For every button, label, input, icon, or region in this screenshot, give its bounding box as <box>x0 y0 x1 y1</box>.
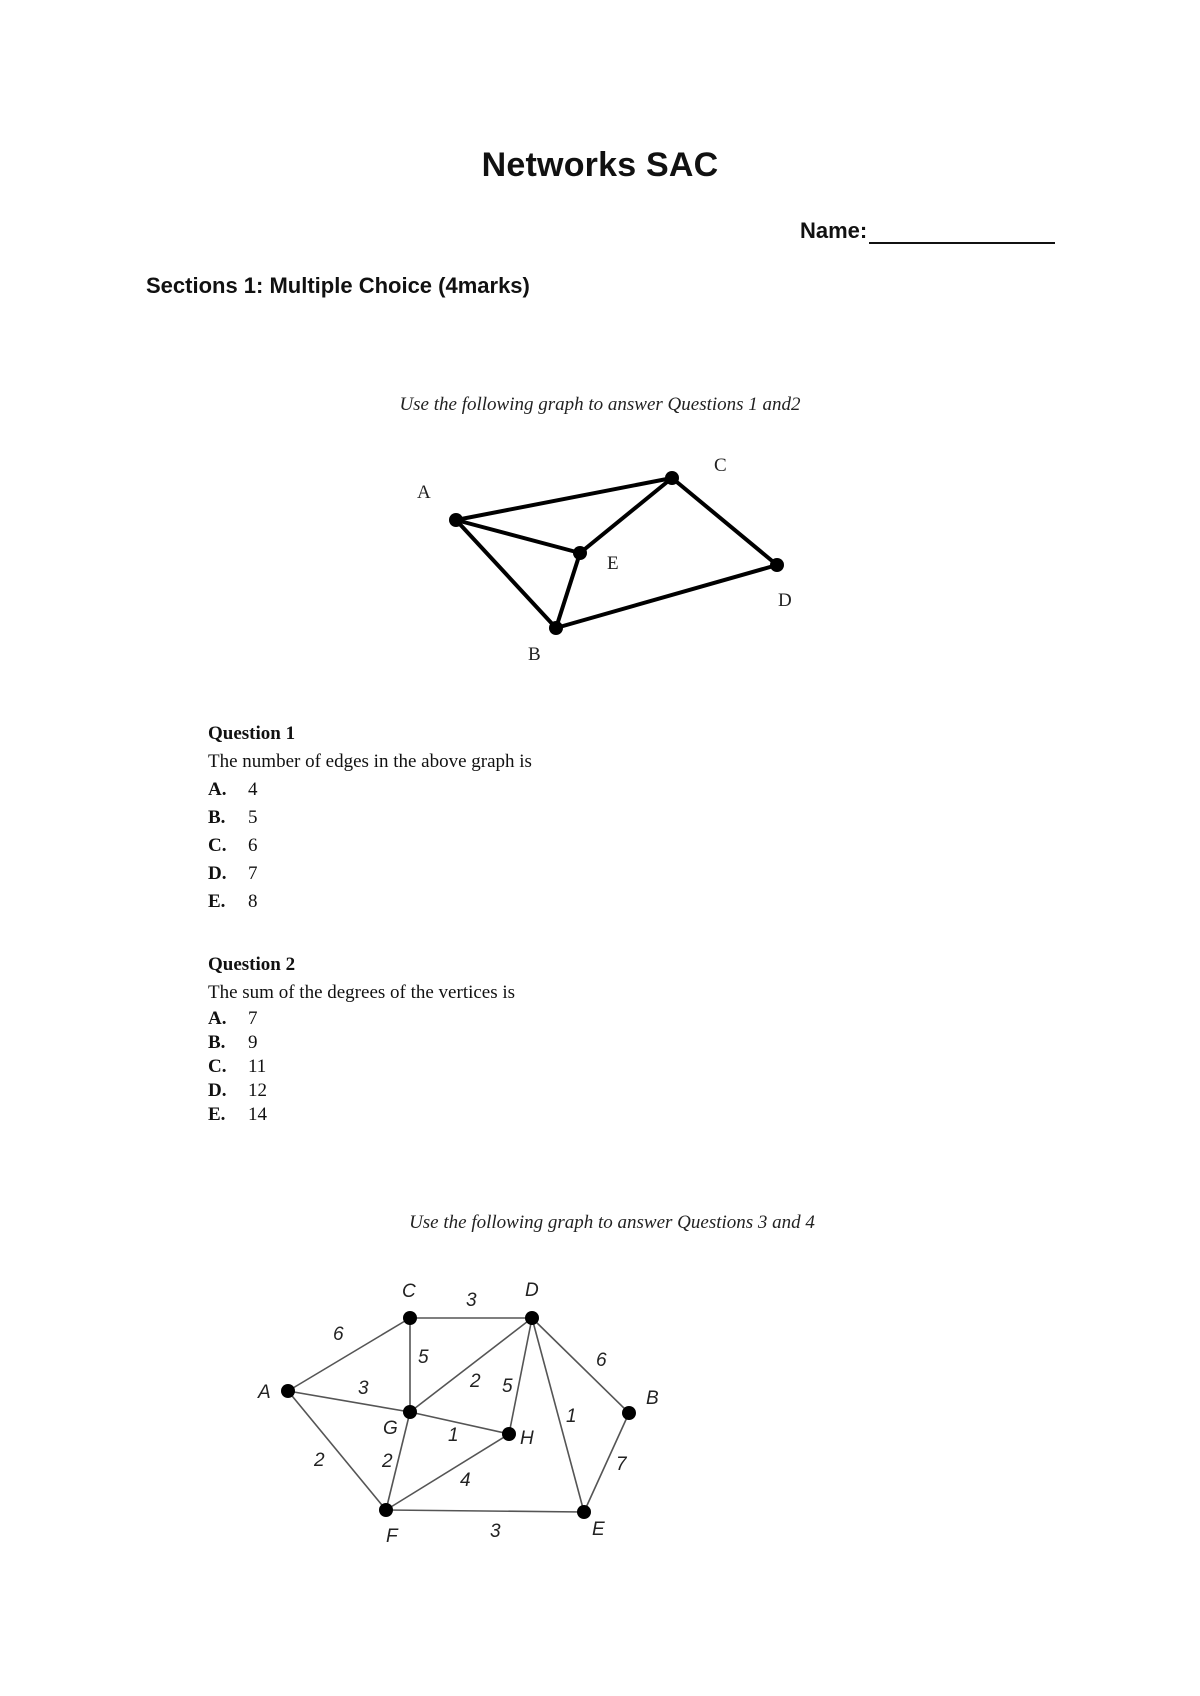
vertex-label-h: H <box>520 1428 534 1449</box>
vertex-e <box>577 1505 591 1519</box>
edge-g-h <box>410 1412 509 1434</box>
graph2 <box>240 1262 680 1557</box>
question-2-title: Question 2 <box>208 954 296 975</box>
weight-label-b-e: 7 <box>616 1454 627 1475</box>
section-heading: Sections 1: Multiple Choice (4marks) <box>146 273 530 298</box>
vertex-c <box>665 471 679 485</box>
vertex-b <box>549 621 563 635</box>
option-item: A. 4 <box>208 779 258 800</box>
edge-e-b <box>556 553 580 628</box>
weight-label-d-e: 1 <box>566 1406 577 1427</box>
page-title: Networks SAC <box>481 146 719 184</box>
edge-a-g <box>288 1391 410 1412</box>
question-2-options <box>208 1007 515 1127</box>
edge-a-c <box>456 478 672 520</box>
weight-label-c-g: 5 <box>418 1347 429 1368</box>
vertex-label-a: A <box>258 1382 271 1403</box>
question-1-prompt: The number of edges in the above graph is <box>208 751 532 772</box>
vertex-c <box>403 1311 417 1325</box>
edge-a-e <box>456 520 580 553</box>
vertex-label-d: D <box>525 1280 539 1301</box>
graph1-svg <box>380 440 820 680</box>
option-item: B. 9 <box>208 1032 258 1053</box>
option-item: C. 11 <box>208 1056 267 1077</box>
option-item: B. 5 <box>208 807 258 828</box>
option-item: D. 7 <box>208 863 258 884</box>
edge-d-b <box>532 1318 629 1413</box>
weight-label-c-d: 3 <box>466 1290 477 1311</box>
weight-label-f-e: 3 <box>490 1521 501 1542</box>
vertex-label-a: A <box>417 482 431 503</box>
graph1 <box>380 440 820 685</box>
name-label: Name: <box>800 218 868 243</box>
edge-f-e <box>386 1510 584 1512</box>
option-item: C. 6 <box>208 835 258 856</box>
option-item: E. 8 <box>208 891 258 912</box>
edge-c-d <box>672 478 777 565</box>
weight-label-g-d: 2 <box>470 1371 481 1392</box>
vertex-d <box>770 558 784 572</box>
name-field <box>800 218 1055 244</box>
name-blank-line <box>869 220 1055 244</box>
graph2-svg <box>240 1262 680 1552</box>
vertex-f <box>379 1503 393 1517</box>
vertex-label-c: C <box>714 455 727 476</box>
graph2-caption: Use the following graph to answer Questions 3 and 4 <box>409 1212 815 1233</box>
vertex-label-b: B <box>528 644 541 665</box>
question-2-prompt: The sum of the degrees of the vertices is <box>208 982 516 1003</box>
weight-label-a-g: 3 <box>358 1378 369 1399</box>
vertex-label-d: D <box>778 590 792 611</box>
option-item: D. 12 <box>208 1080 267 1101</box>
vertex-label-e: E <box>592 1519 605 1540</box>
weight-label-d-h: 5 <box>502 1376 513 1397</box>
vertex-g <box>403 1405 417 1419</box>
option-item: A. 7 <box>208 1008 258 1029</box>
vertex-label-b: B <box>646 1388 659 1409</box>
question-1-options <box>208 776 532 916</box>
option-item: E. 14 <box>208 1104 267 1125</box>
vertex-label-f: F <box>386 1526 398 1547</box>
vertex-a <box>449 513 463 527</box>
vertex-b <box>622 1406 636 1420</box>
vertex-label-c: C <box>402 1281 416 1302</box>
edge-a-b <box>456 520 556 628</box>
question-2 <box>208 951 515 1127</box>
vertex-h <box>502 1427 516 1441</box>
weight-label-g-h: 1 <box>448 1425 459 1446</box>
question-1-title: Question 1 <box>208 723 296 744</box>
weight-label-d-b: 6 <box>596 1350 607 1371</box>
vertex-label-e: E <box>607 553 619 574</box>
edge-a-c <box>288 1318 410 1391</box>
weight-label-g-f: 2 <box>382 1451 393 1472</box>
vertex-d <box>525 1311 539 1325</box>
vertex-e <box>573 546 587 560</box>
graph1-caption: Use the following graph to answer Questions 1 and2 <box>399 394 801 415</box>
weight-label-h-f: 4 <box>460 1470 471 1491</box>
question-1 <box>208 720 532 916</box>
edge-a-f <box>288 1391 386 1510</box>
weight-label-a-f: 2 <box>314 1450 325 1471</box>
weight-label-a-c: 6 <box>333 1324 344 1345</box>
edge-b-d <box>556 565 777 628</box>
edge-c-e <box>580 478 672 553</box>
vertex-label-g: G <box>383 1418 398 1439</box>
vertex-a <box>281 1384 295 1398</box>
